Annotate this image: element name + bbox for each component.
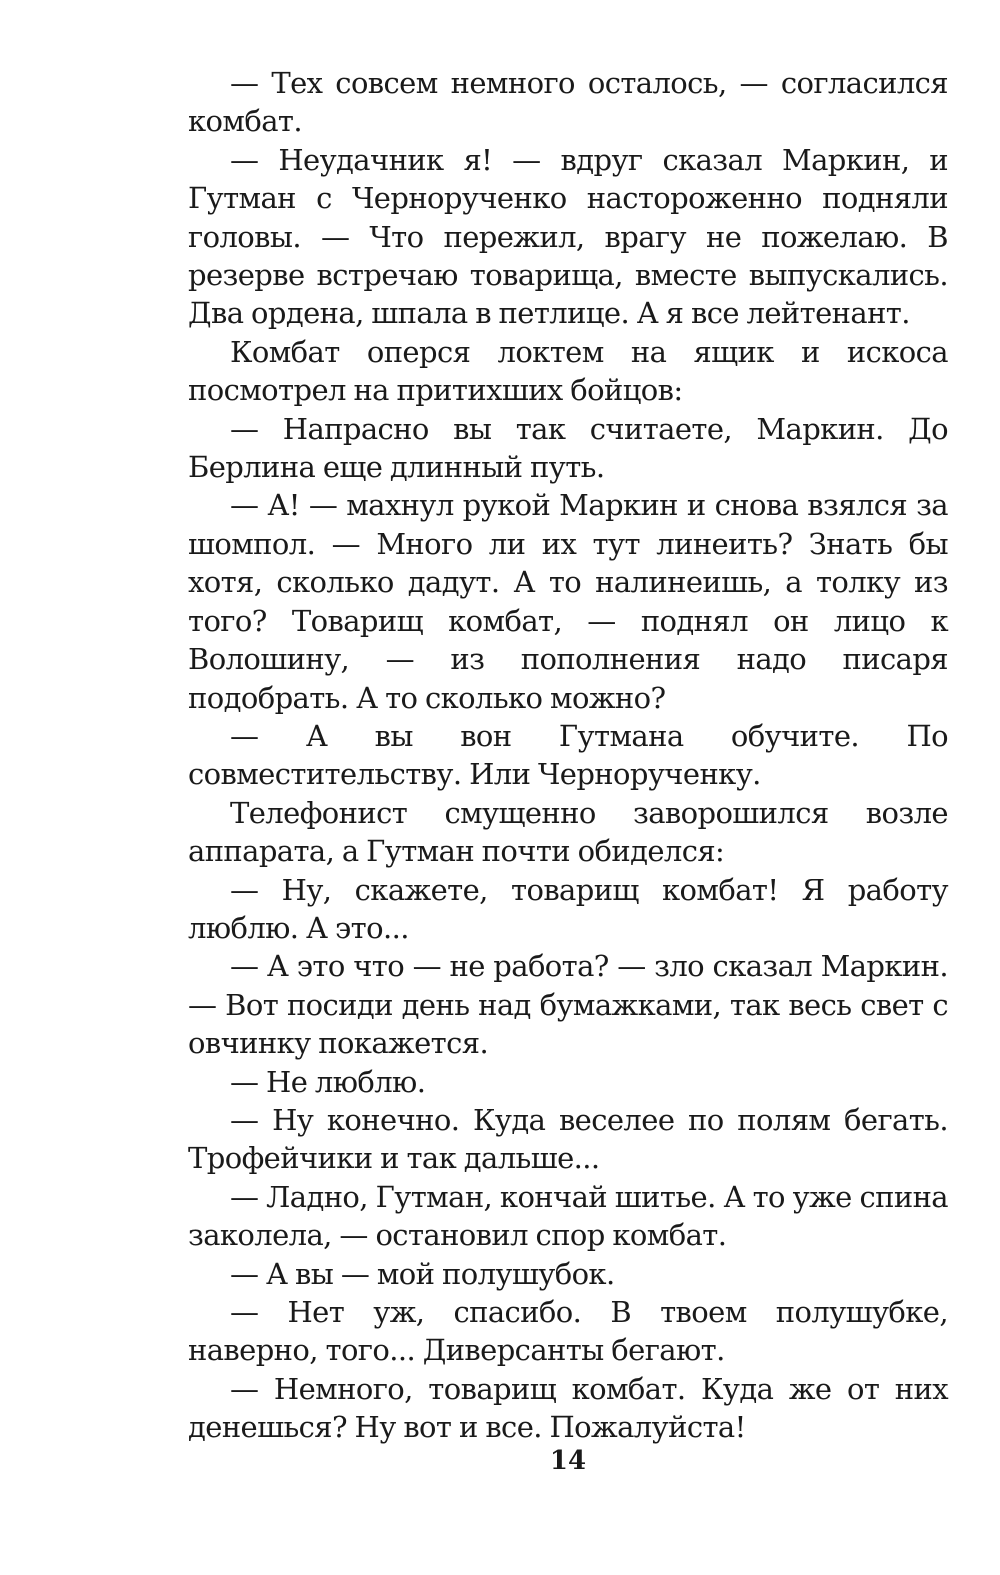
paragraph: — А! — махнул рукой Маркин и снова взялся за шомпол. — Много ли их тут линеить? Знать бы хотя, сколько дадут. А то налинеишь, а толку из того? Товарищ комбат, — поднял он лицо к Волошину, — из пополнения надо писаря подобрать. А то сколько можно? <box>188 488 948 715</box>
paragraph: — А это что — не работа? — зло сказал Маркин. — Вот посиди день над бумажками, так весь свет с овчинку покажется. <box>188 949 948 1061</box>
paragraph: — Не люблю. <box>230 1064 426 1099</box>
paragraph: — Немного, товарищ комбат. Куда же от них денешься? Ну вот и все. Пожалуйста! <box>188 1371 948 1445</box>
paragraph: — Напрасно вы так считаете, Маркин. До Берлина еще длинный путь. <box>188 411 948 485</box>
page-number: 14 <box>549 1446 587 1476</box>
paragraph: — Ну конечно. Куда веселее по полям бегать. Трофейчики и так дальше... <box>188 1102 948 1176</box>
paragraph: Телефонист смущенно заворошился возле аппарата, а Гутман почти обиделся: <box>188 795 948 869</box>
body-text <box>188 64 948 1447</box>
paragraph: — Тех совсем немного осталось, — согласился комбат. <box>188 66 948 139</box>
paragraph: — Неудачник я! — вдруг сказал Маркин, и Гутман с Черноручeнко настороженно подняли головы. — Что пережил, врагу не пожелаю. В резерве встречаю товарища, вместе выпускались. Два ордена, шпала в петлице. А я все лейтенант. <box>188 142 948 331</box>
paragraph: Комбат оперся локтем на ящик и искоса посмотрел на притихших бойцов: <box>188 334 948 408</box>
paragraph: — Нет уж, спасибо. В твоем полушубке, наверно, того... Диверсанты бегают. <box>188 1295 948 1368</box>
paragraph: — А вы вон Гутмана обучите. По совместительству. Или Черноручeнку. <box>188 718 948 792</box>
paragraph: — Ну, скажете, товарищ комбат! Я работу люблю. А это... <box>188 872 948 945</box>
paragraph: — Ладно, Гутман, кончай шитье. А то уже спина заколела, — остановил спор комбат. <box>188 1179 948 1253</box>
paragraph: — А вы — мой полушубок. <box>230 1256 615 1291</box>
